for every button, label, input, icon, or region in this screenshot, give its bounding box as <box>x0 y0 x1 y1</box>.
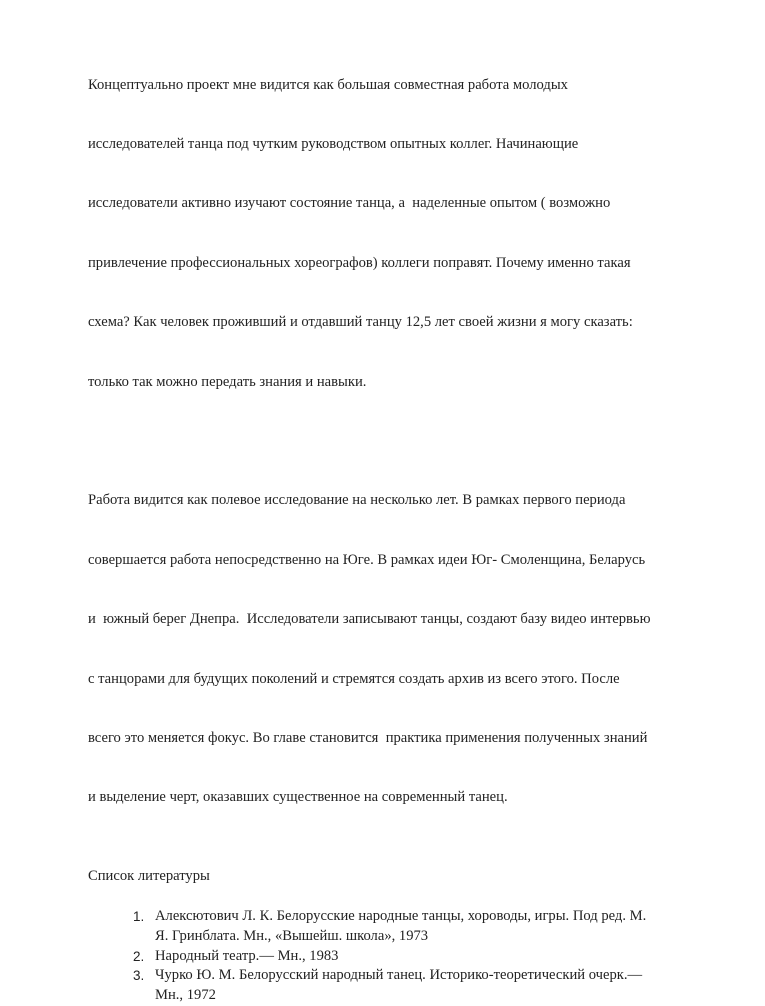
references-list <box>88 907 728 1006</box>
text-line: Алексютович Л. К. Белорусские народные танцы, хороводы, игры. Под ред. М. <box>155 908 647 925</box>
list-number: 1. <box>133 909 145 925</box>
text-line: Чурко Ю. М. Белорусский народный танец. Историко-теоретический очерк.— <box>155 967 643 984</box>
text-line: и южный берег Днепра. Исследователи записывают танцы, создают базу видео интервью <box>88 611 651 628</box>
reference-item <box>88 947 728 967</box>
references-heading: Список литературы <box>88 868 210 885</box>
text-line: Мн., 1972 <box>155 987 216 1004</box>
text-line: Работа видится как полевое исследование на несколько лет. В рамках первого периода <box>88 492 626 509</box>
text-line: только так можно передать знания и навыки. <box>88 373 367 390</box>
text-line: Народный театр.— Мн., 1983 <box>155 947 339 964</box>
reference-item <box>88 966 728 1006</box>
document-page <box>88 36 728 1006</box>
text-line: с танцорами для будущих поколений и стремятся создать архив из всего этого. После <box>88 670 620 687</box>
text-line: Я. Гринблата. Мн., «Вышейш. школа», 1973 <box>155 927 429 944</box>
text-line: Концептуально проект мне видится как большая совместная работа молодых <box>88 76 568 93</box>
text-line: схема? Как человек проживший и отдавший танцу 12,5 лет своей жизни я могу сказать: <box>88 314 633 331</box>
text-line: исследователи активно изучают состояние танца, а наделенные опытом ( возможно <box>88 195 611 212</box>
text-line: всего это меняется фокус. Во главе становится практика применения полученных знаний <box>88 729 648 746</box>
text-line: исследователей танца под чутким руководством опытных коллег. Начинающие <box>88 135 579 152</box>
paragraph-fieldwork <box>88 452 728 848</box>
list-number: 3. <box>133 968 145 984</box>
text-line: и выделение черт, оказавших существенное на современный танец. <box>88 789 508 806</box>
list-number: 2. <box>133 948 145 964</box>
text-line: привлечение профессиональных хореографов) коллеги поправят. Почему именно такая <box>88 254 631 271</box>
reference-item <box>88 907 728 947</box>
text-line: совершается работа непосредственно на Юге. В рамках идеи Юг- Смоленщина, Беларусь <box>88 551 646 568</box>
paragraph-concept <box>88 36 728 432</box>
